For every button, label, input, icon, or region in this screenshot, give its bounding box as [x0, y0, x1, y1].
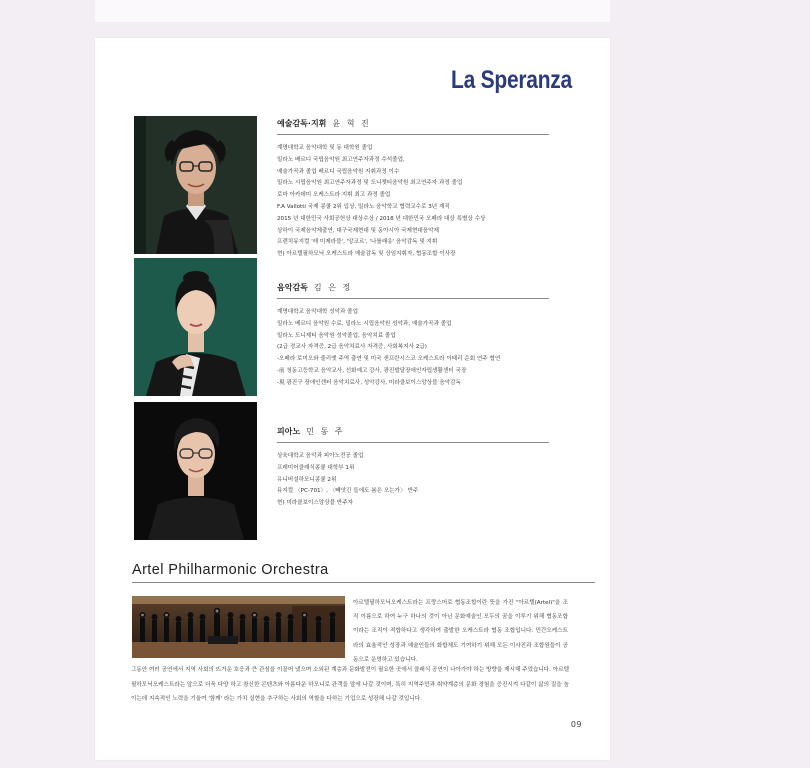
- conductor-role: 예술감독·지휘: [277, 119, 327, 128]
- bio-line: 프렌치뮤지컬 '레 미제라블', '앙코르', '나를래옹' 음악감독 및 지휘: [277, 239, 438, 246]
- bio-line: 프레미어클래식콩쿨 대학부 1위: [277, 464, 355, 471]
- bio-line: 밀라노 시립음악원 최고연주자과정 및 도니젯티음악원 최고연주자 과정 졸업: [277, 180, 463, 187]
- music-director-bio: [277, 282, 549, 390]
- pianist-photo: [134, 402, 257, 540]
- conductor-heading: [277, 118, 549, 135]
- music-director-role: 음악감독: [277, 283, 308, 292]
- orchestra-description-side: 아르텔필하모닉오케스트라는 프랑스어로 협동조합이란 뜻을 가진 "아르텔(Artel)"을 조직 이름으로 하여 누구 하나의 것이 아닌 문화예술인 모두의 꿈을 이루기 위해 협동조합이라는 조직이 적합하다고 생각하여 출발한 오케스트라 협동 조합입니다. 민간오케스트라의 효율적인 성장과 예술인들의 화합체도 기여하기 위해 모든 이사진과 조합원들이 공동으로 운영하고 있습니다.: [353, 600, 568, 663]
- bio-line: 밀라노 베르디 국립음악원 최고연주자과정 수석졸업,: [277, 156, 405, 163]
- pianist-bio: [277, 426, 549, 510]
- bio-line: -前 청동고등학교 음악교사, 선화예고 강사, 광진발달장애인자립생활센터 국장: [277, 367, 467, 374]
- music-director-name: 김 은 정: [313, 283, 353, 292]
- bio-line: (2급 정교사 자격증, 2급 음악치료사 자격증, 사회복지사 2급): [277, 344, 427, 351]
- bio-line: F.A Vallotti 국제 콩쿨 2위 입상, 밀라노 음악학교 협력교수로 3년 재직: [277, 203, 450, 210]
- bio-line: 뮤지컬 〈PC-701〉, 〈빼앗긴 들에도 봄은 오는가〉 반주: [277, 488, 419, 495]
- pianist-name: 민 동 주: [306, 427, 345, 436]
- orchestra-title: Artel Philharmonic Orchestra: [132, 562, 595, 583]
- bio-line: 상하이 국제음악제출연, 대구국제현대 및 동아시아 국제현대음악제: [277, 227, 439, 234]
- music-director-heading: [277, 282, 549, 299]
- pianist-bio-list: [277, 451, 549, 510]
- brand-title: La Speranza: [451, 66, 572, 94]
- bio-line: -오페라 로미오와 줄리엣 주역 출연 및 미국 샌프란시스코 오케스트라 이태리 순회 연주 협연: [277, 356, 501, 363]
- orchestra-description-full: 그동안 여러 공연에서 지역 사회의 뜨거운 호응과 큰 관심을 이끌어 냈으며 소외된 계층과 문화발전이 필요한 곳에서 클래식 공연이 나아가야 하는 방향을 제시해 주었습니다. 아르텔필하모닉오케스트라는 앞으로 더욱 다양 하고 참신한 콘텐츠와 아름다운 하모니로 관객들 앞에 나갈 것이며, 특히 지역주민과 취약계층의 문화 경험을 증진시켜 다같이 삶의 질을 높이는데 지속적인 노력을 기울여 '함께' 라는 가치 실현을 추구하는 사회의 역할을 다하는 기업으로 성장해 나갈 것입니다.: [131, 667, 569, 703]
- orchestra-photo: [132, 596, 345, 658]
- bio-line: 2015 년 대한민국 사회공헌상 대상수상 / 2018 년 대한민국 오페라 대상 특별상 수상: [277, 215, 486, 222]
- bio-line: 로마 아카데미 오케스트라 지휘 최고 과정 졸업: [277, 192, 391, 199]
- pianist-heading: [277, 426, 549, 443]
- bio-line: 상육대학교 음악과 피아노전공 졸업: [277, 453, 364, 459]
- conductor-photo: [134, 116, 257, 254]
- bio-line: 계명대학교 음악대학 및 동 대학원 졸업: [277, 145, 373, 151]
- bio-line: 밀라노 도니제티 음악원 성악졸업, 음악치료 졸업: [277, 332, 396, 339]
- bio-line: 유니버설하모니콩쿨 2위: [277, 476, 337, 483]
- page-number: 09: [570, 720, 582, 729]
- conductor-bio: [277, 118, 549, 261]
- brochure-page: [95, 38, 610, 760]
- bio-line: 현) 아르텔필하모닉 오케스트라 예술감독 및 상임지휘자, 협동조합 이사장: [277, 251, 456, 258]
- pianist-role: 피아노: [277, 427, 301, 436]
- music-director-bio-list: [277, 307, 549, 390]
- bio-line: 예술가곡과 졸업 베르디 국립음악원 지휘과정 이수: [277, 168, 400, 175]
- conductor-bio-list: [277, 143, 549, 261]
- bio-line: -現 광진구 장애인센터 음악치료사, 성악강사, 미라클보이스앙상블 음악감독: [277, 379, 461, 386]
- previous-page-strip: [95, 0, 610, 22]
- bio-line: 계명대학교 음악대학 성악과 졸업: [277, 309, 358, 315]
- bio-line: 밀라노 베르디 음악원 수료, 밀라노 시립음악원 성악과, 예술가곡과 졸업: [277, 320, 452, 327]
- music-director-photo: [134, 258, 257, 396]
- conductor-name: 윤 혁 진: [332, 119, 371, 128]
- bio-line: 현) 미라클보이스앙상블 반주자: [277, 500, 353, 507]
